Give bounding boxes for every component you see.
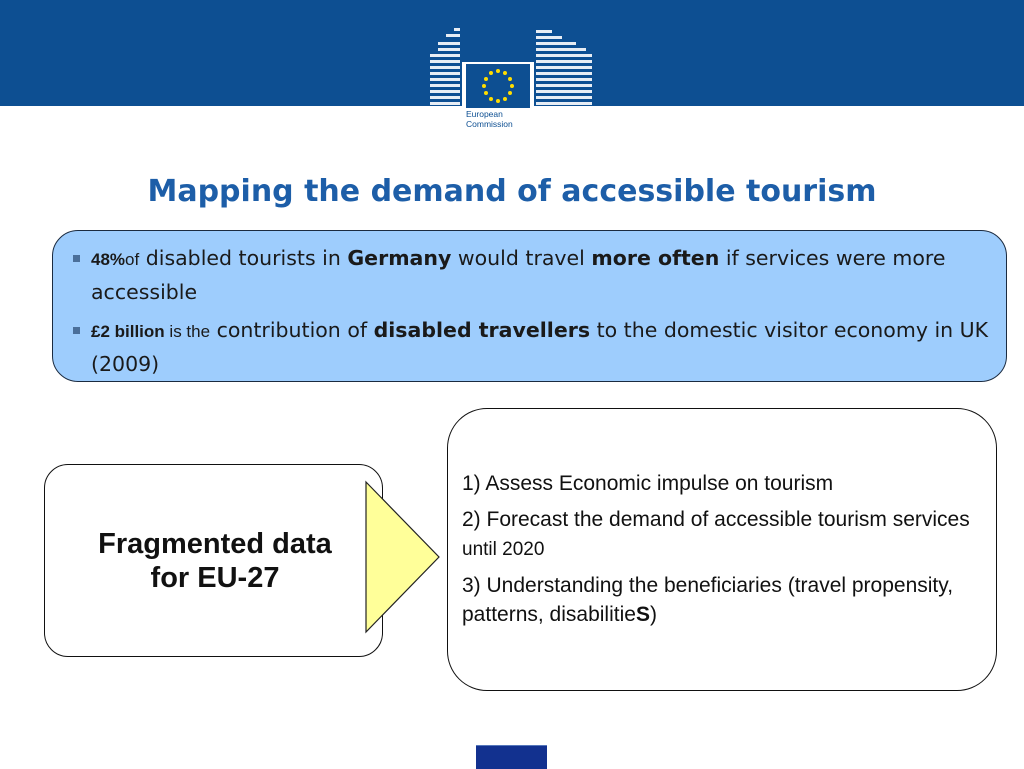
fact-text: to the domestic visitor economy in UK (2009) bbox=[91, 318, 989, 376]
european-commission-logo bbox=[428, 24, 596, 142]
logo-line-1: European bbox=[466, 109, 503, 119]
fragmented-line-1: Fragmented data bbox=[98, 528, 332, 560]
objectives-box bbox=[447, 408, 997, 691]
fragmented-data-box bbox=[44, 464, 383, 657]
fact-number: 48% bbox=[91, 250, 126, 269]
fragmented-line-2: for EU-27 bbox=[150, 562, 280, 594]
fact-germany bbox=[73, 242, 993, 308]
fact-text: disabled tourists in bbox=[139, 246, 348, 270]
bullet-icon bbox=[73, 327, 80, 334]
facts-box bbox=[52, 230, 1007, 382]
bullet-icon bbox=[73, 255, 80, 262]
fact-text: if services were more accessible bbox=[91, 246, 946, 304]
objective-item bbox=[462, 571, 987, 629]
fact-number: £2 billion bbox=[91, 322, 165, 341]
slide-title: Mapping the demand of accessible tourism bbox=[147, 174, 877, 209]
arrow-right-icon bbox=[364, 480, 444, 638]
objective-text: 3) Understanding the beneficiaries (travel propensity, patterns, disabilitie bbox=[462, 574, 954, 626]
fact-connector: of bbox=[125, 250, 140, 269]
fragmented-data-label bbox=[65, 527, 365, 595]
logo-line-2: Commission bbox=[466, 119, 513, 129]
fact-highlight: Germany bbox=[347, 246, 452, 270]
objective-text: 1) Assess Economic impulse on tourism bbox=[462, 472, 834, 495]
fact-text: contribution of bbox=[210, 318, 374, 342]
fact-text: would travel bbox=[451, 246, 592, 270]
facts-list bbox=[73, 242, 993, 386]
fact-connector: is the bbox=[164, 322, 211, 341]
objective-item bbox=[462, 505, 987, 564]
objective-item bbox=[462, 469, 987, 498]
objective-text: 2) Forecast the demand of accessible tourism services bbox=[462, 508, 970, 531]
logo-text bbox=[466, 109, 536, 129]
fact-highlight: more often bbox=[591, 246, 720, 270]
objectives-list bbox=[462, 469, 987, 636]
eu-flag-footer bbox=[476, 745, 547, 769]
fact-highlight: disabled travellers bbox=[373, 318, 591, 342]
fact-uk bbox=[73, 314, 993, 380]
objective-text-tail: ) bbox=[649, 603, 657, 626]
objective-emphasis: S bbox=[635, 603, 650, 626]
objective-text-small: until 2020 bbox=[462, 539, 545, 560]
